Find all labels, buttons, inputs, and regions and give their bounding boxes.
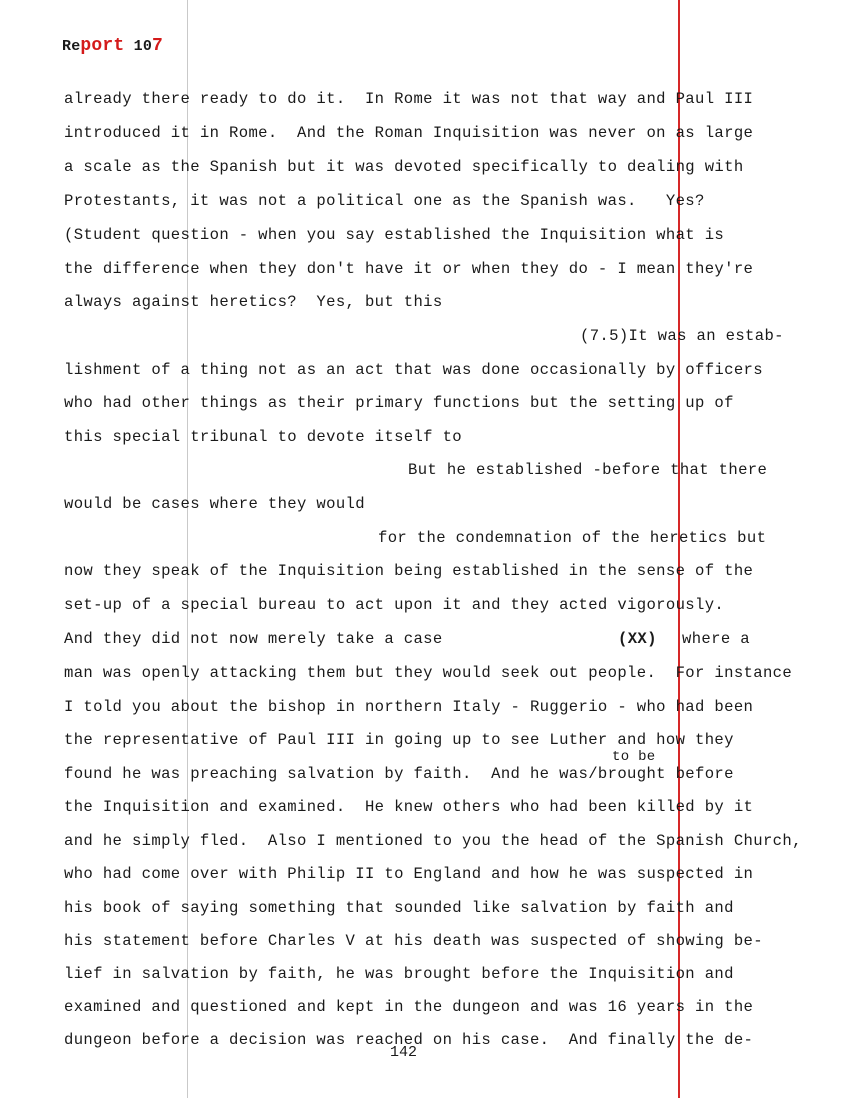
- text-line: Protestants, it was not a political one as the Spanish was. Yes?: [64, 192, 705, 210]
- report-header: [62, 36, 163, 56]
- struck-insert: (XX): [618, 630, 657, 648]
- text-line: who had come over with Philip II to England and how he was suspected in: [64, 865, 754, 883]
- text-line: this special tribunal to devote itself to: [64, 428, 463, 446]
- text-line: the difference when they don't have it or when they do - I mean they're: [64, 260, 754, 278]
- text-line: and he simply fled. Also I mentioned to you the head of the Spanish Church,: [64, 832, 802, 850]
- header-red-digit: 7: [152, 36, 164, 56]
- text-line: man was openly attacking them but they would seek out people. For instance: [64, 664, 793, 682]
- header-number: 10: [133, 38, 153, 55]
- interlinear-insert: to be: [612, 749, 656, 765]
- text-line: his book of saying something that sounded like salvation by faith and: [64, 899, 734, 917]
- text-line: for the condemnation of the heretics but: [378, 529, 767, 547]
- text-line: found he was preaching salvation by faith. And he was/brought before: [64, 765, 734, 783]
- text-line: would be cases where they would: [64, 495, 365, 513]
- text-line: introduced it in Rome. And the Roman Inquisition was never on as large: [64, 124, 754, 142]
- text-line: lishment of a thing not as an act that was done occasionally by officers: [64, 361, 763, 379]
- text-line: now they speak of the Inquisition being established in the sense of the: [64, 562, 754, 580]
- text-line: who had other things as their primary functions but the setting up of: [64, 394, 734, 412]
- text-line: I told you about the bishop in northern Italy - Ruggerio - who had been: [64, 698, 754, 716]
- text-line: already there ready to do it. In Rome it was not that way and Paul III: [64, 90, 754, 108]
- header-prefix: Re: [62, 38, 81, 55]
- page-number: 142: [390, 1044, 418, 1061]
- text-line: the representative of Paul III in going up to see Luther and how they: [64, 731, 734, 749]
- text-line: But he established -before that there: [408, 461, 768, 479]
- text-line: And they did not now merely take a case: [64, 630, 443, 648]
- text-line: dungeon before a decision was reached on his case. And finally the de-: [64, 1031, 754, 1049]
- text-line: his statement before Charles V at his death was suspected of showing be-: [64, 932, 763, 950]
- text-line: where a: [682, 630, 750, 648]
- text-line: set-up of a special bureau to act upon it and they acted vigorously.: [64, 596, 725, 614]
- text-line: lief in salvation by faith, he was brought before the Inquisition and: [64, 965, 734, 983]
- text-line: always against heretics? Yes, but this: [64, 293, 443, 311]
- text-line: examined and questioned and kept in the dungeon and was 16 years in the: [64, 998, 754, 1016]
- text-line: the Inquisition and examined. He knew others who had been killed by it: [64, 798, 754, 816]
- text-line: (Student question - when you say established the Inquisition what is: [64, 226, 725, 244]
- header-red-mark: port: [80, 36, 125, 56]
- text-line: a scale as the Spanish but it was devoted specifically to dealing with: [64, 158, 744, 176]
- text-line: (7.5)It was an estab-: [580, 327, 784, 345]
